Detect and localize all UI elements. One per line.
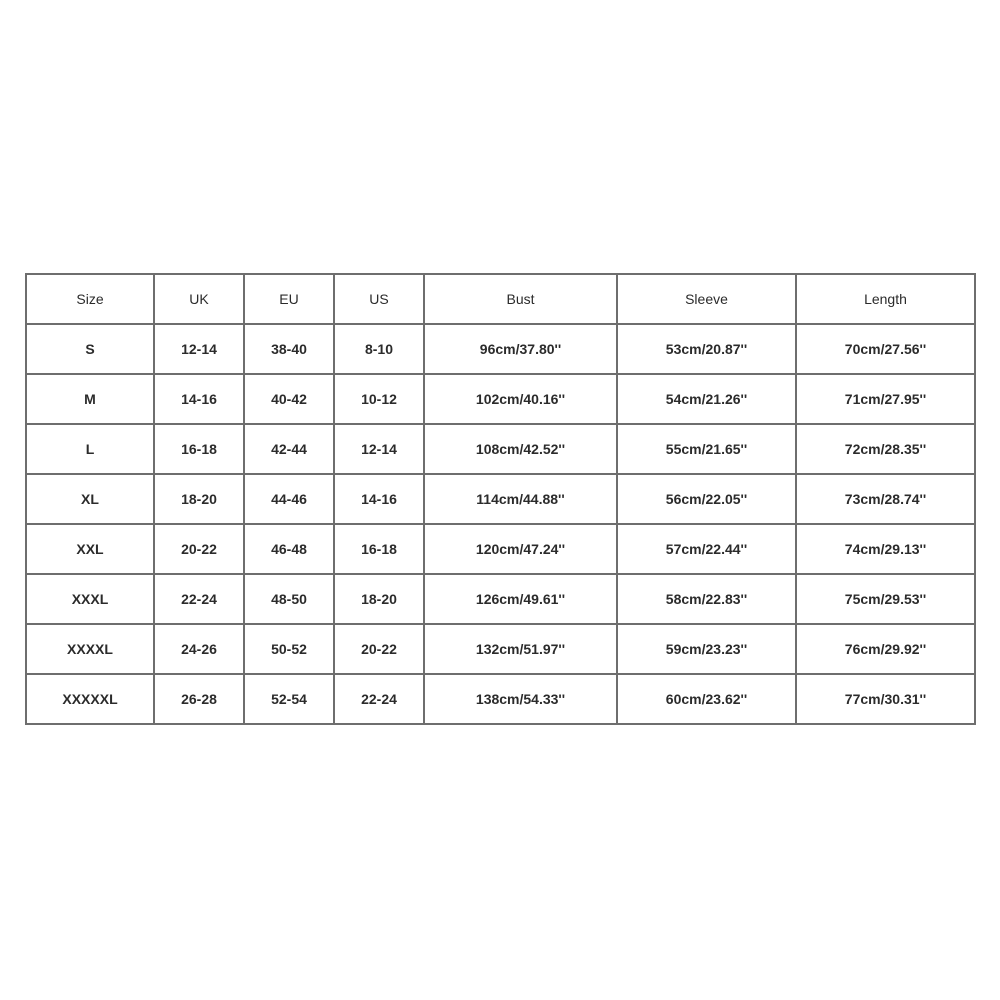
cell-us: 22-24 — [334, 674, 424, 724]
cell-bust: 132cm/51.97'' — [424, 624, 617, 674]
table-row — [26, 674, 975, 724]
cell-us: 10-12 — [334, 374, 424, 424]
cell-length: 76cm/29.92'' — [796, 624, 975, 674]
cell-sleeve: 54cm/21.26'' — [617, 374, 796, 424]
cell-uk: 24-26 — [154, 624, 244, 674]
cell-size: XXL — [26, 524, 154, 574]
cell-bust: 96cm/37.80'' — [424, 324, 617, 374]
cell-uk: 22-24 — [154, 574, 244, 624]
cell-sleeve: 53cm/20.87'' — [617, 324, 796, 374]
header-cell-us: US — [334, 274, 424, 324]
header-cell-sleeve: Sleeve — [617, 274, 796, 324]
cell-size: S — [26, 324, 154, 374]
table-row — [26, 624, 975, 674]
table-row — [26, 474, 975, 524]
header-cell-eu: EU — [244, 274, 334, 324]
cell-uk: 26-28 — [154, 674, 244, 724]
cell-bust: 102cm/40.16'' — [424, 374, 617, 424]
cell-size: XXXXL — [26, 624, 154, 674]
header-cell-uk: UK — [154, 274, 244, 324]
header-cell-length: Length — [796, 274, 975, 324]
cell-eu: 42-44 — [244, 424, 334, 474]
size-chart-table — [25, 273, 976, 725]
cell-eu: 52-54 — [244, 674, 334, 724]
cell-length: 77cm/30.31'' — [796, 674, 975, 724]
cell-length: 74cm/29.13'' — [796, 524, 975, 574]
cell-sleeve: 55cm/21.65'' — [617, 424, 796, 474]
table-row — [26, 324, 975, 374]
cell-size: L — [26, 424, 154, 474]
cell-bust: 108cm/42.52'' — [424, 424, 617, 474]
cell-us: 20-22 — [334, 624, 424, 674]
cell-size: XXXXXL — [26, 674, 154, 724]
cell-eu: 50-52 — [244, 624, 334, 674]
cell-size: XL — [26, 474, 154, 524]
cell-uk: 20-22 — [154, 524, 244, 574]
cell-eu: 40-42 — [244, 374, 334, 424]
cell-sleeve: 57cm/22.44'' — [617, 524, 796, 574]
cell-length: 72cm/28.35'' — [796, 424, 975, 474]
cell-length: 70cm/27.56'' — [796, 324, 975, 374]
cell-uk: 12-14 — [154, 324, 244, 374]
header-cell-size: Size — [26, 274, 154, 324]
table-row — [26, 374, 975, 424]
table-row — [26, 424, 975, 474]
cell-sleeve: 60cm/23.62'' — [617, 674, 796, 724]
header-row — [26, 274, 975, 324]
cell-bust: 120cm/47.24'' — [424, 524, 617, 574]
cell-eu: 38-40 — [244, 324, 334, 374]
cell-eu: 44-46 — [244, 474, 334, 524]
cell-uk: 18-20 — [154, 474, 244, 524]
table-row — [26, 524, 975, 574]
cell-us: 18-20 — [334, 574, 424, 624]
cell-uk: 16-18 — [154, 424, 244, 474]
cell-us: 12-14 — [334, 424, 424, 474]
cell-us: 16-18 — [334, 524, 424, 574]
cell-length: 71cm/27.95'' — [796, 374, 975, 424]
cell-eu: 46-48 — [244, 524, 334, 574]
cell-bust: 138cm/54.33'' — [424, 674, 617, 724]
cell-eu: 48-50 — [244, 574, 334, 624]
cell-sleeve: 59cm/23.23'' — [617, 624, 796, 674]
cell-us: 14-16 — [334, 474, 424, 524]
cell-uk: 14-16 — [154, 374, 244, 424]
cell-size: XXXL — [26, 574, 154, 624]
cell-bust: 114cm/44.88'' — [424, 474, 617, 524]
cell-us: 8-10 — [334, 324, 424, 374]
cell-bust: 126cm/49.61'' — [424, 574, 617, 624]
cell-sleeve: 56cm/22.05'' — [617, 474, 796, 524]
cell-length: 75cm/29.53'' — [796, 574, 975, 624]
cell-sleeve: 58cm/22.83'' — [617, 574, 796, 624]
cell-size: M — [26, 374, 154, 424]
header-cell-bust: Bust — [424, 274, 617, 324]
cell-length: 73cm/28.74'' — [796, 474, 975, 524]
table-row — [26, 574, 975, 624]
